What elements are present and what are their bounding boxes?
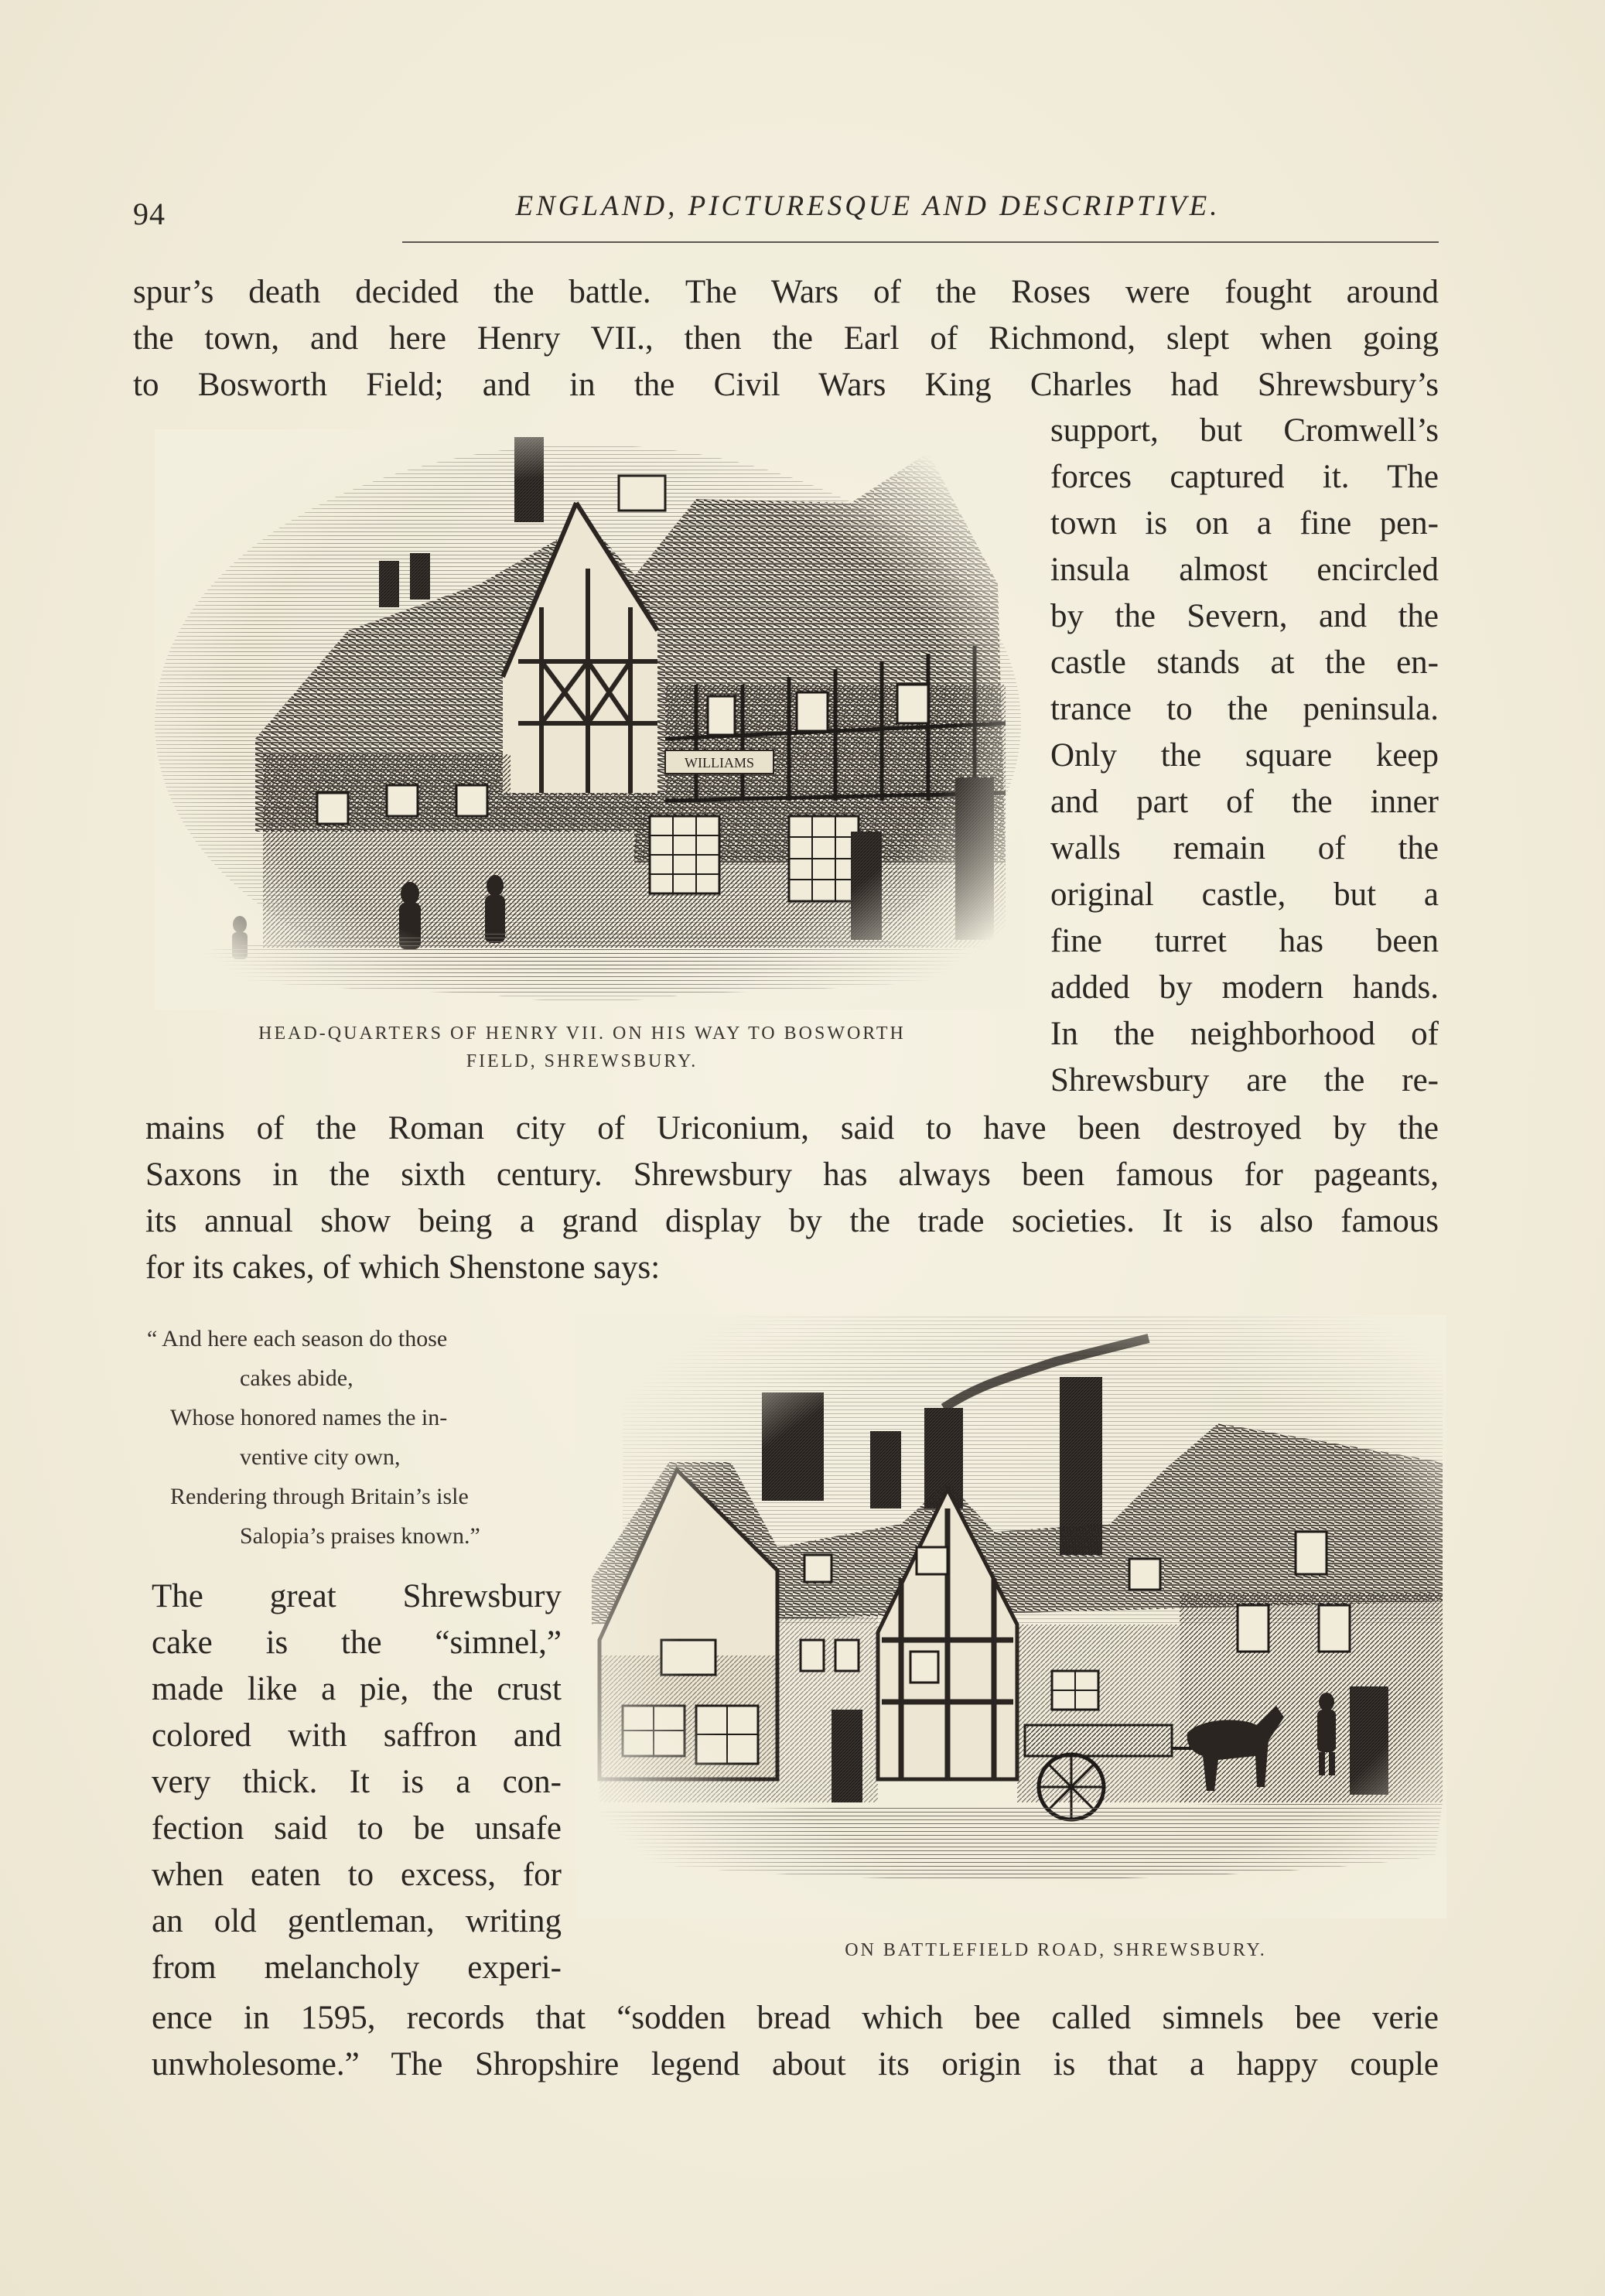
bottom-paragraph	[152, 1995, 1439, 2088]
shenstone-poem	[133, 1319, 566, 1556]
text-line: its annual show being a grand display by the trade societies. It is also famous	[145, 1203, 1439, 1239]
text-line: the town, and here Henry VII., then the Earl of Richmond, slept when going	[133, 320, 1439, 357]
poem-line: “ And here each season do those	[147, 1326, 448, 1351]
text-line: colored with saffron and	[152, 1717, 562, 1754]
text-line: In the neighborhood of	[1050, 1016, 1439, 1052]
poem-line: Rendering through Britain’s isle	[170, 1484, 469, 1509]
text-line: ence in 1595, records that “sodden bread which bee called simnels bee verie	[152, 2000, 1439, 2036]
text-line: support, but Cromwell’s	[1050, 412, 1439, 449]
poem-line: Whose honored names the in-	[170, 1405, 448, 1430]
text-line: Shrewsbury are the re-	[1050, 1062, 1439, 1098]
text-line: mains of the Roman city of Uriconium, said to have been destroyed by the	[145, 1110, 1439, 1146]
text-line: from melancholy experi-	[152, 1949, 562, 1986]
text-line: spur’s death decided the battle. The Wars of the Roses were fought around	[133, 274, 1439, 310]
page-number: 94	[133, 196, 166, 231]
text-line: The great Shrewsbury	[152, 1578, 562, 1614]
text-line: Saxons in the sixth century. Shrewsbury has always been famous for pageants,	[145, 1157, 1439, 1193]
text-line: fection said to be unsafe	[152, 1810, 562, 1847]
poem-line: cakes abide,	[240, 1365, 353, 1391]
text-line: walls remain of the	[1050, 830, 1439, 866]
figure-battlefield-road-engraving	[576, 1315, 1446, 1918]
running-title: ENGLAND, PICTURESQUE AND DESCRIPTIVE.	[515, 190, 1221, 222]
right-column-text	[1050, 408, 1439, 1104]
figure1-caption-line1: HEAD-QUARTERS OF HENRY VII. ON HIS WAY TO BOSWORTH	[258, 1023, 906, 1044]
text-line: to Bosworth Field; and in the Civil Wars King Charles had Shrewsbury’s	[133, 367, 1439, 403]
text-line: cake is the “simnel,”	[152, 1625, 562, 1661]
text-line: made like a pie, the crust	[152, 1671, 562, 1707]
text-line: and part of the inner	[1050, 784, 1439, 820]
text-line: unwholesome.” The Shropshire legend about its origin is that a happy couple	[152, 2046, 1439, 2082]
poem-line: Salopia’s praises known.”	[240, 1523, 480, 1549]
figure1-caption	[166, 1020, 998, 1075]
top-paragraph	[133, 269, 1439, 408]
text-line: town is on a fine pen-	[1050, 505, 1439, 542]
left-column-text	[152, 1573, 562, 1991]
poem-line: ventive city own,	[240, 1444, 401, 1470]
page-header	[133, 190, 1440, 236]
text-line: for its cakes, of which Shenstone says:	[145, 1249, 661, 1286]
text-line: fine turret has been	[1050, 923, 1439, 959]
text-line: added by modern hands.	[1050, 969, 1439, 1006]
text-line: insula almost encircled	[1050, 552, 1439, 588]
header-rule	[402, 241, 1439, 243]
figure1-caption-line2: FIELD, SHREWSBURY.	[466, 1051, 698, 1071]
text-line: Only the square keep	[1050, 737, 1439, 774]
text-line: original castle, but a	[1050, 876, 1439, 913]
text-line: very thick. It is a con-	[152, 1764, 562, 1800]
text-line: by the Severn, and the	[1050, 598, 1439, 634]
text-line: castle stands at the en-	[1050, 644, 1439, 681]
text-line: forces captured it. The	[1050, 459, 1439, 495]
figure-headquarters-engraving	[155, 429, 1025, 1010]
text-line: when eaten to excess, for	[152, 1857, 562, 1893]
text-line: an old gentleman, writing	[152, 1903, 562, 1939]
figure2-caption: ON BATTLEFIELD ROAD, SHREWSBURY.	[845, 1940, 1267, 1960]
middle-paragraph	[145, 1105, 1439, 1291]
text-line: trance to the peninsula.	[1050, 691, 1439, 727]
